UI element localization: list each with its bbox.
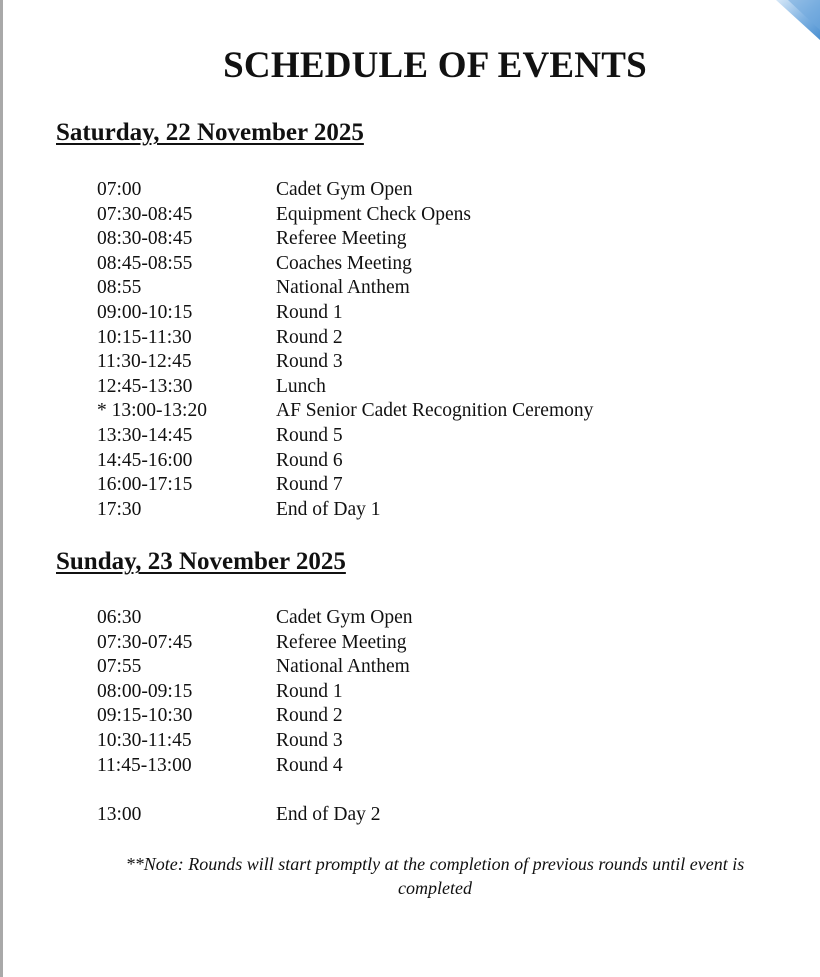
event-name: Round 2 — [276, 326, 343, 348]
schedule-note — [60, 852, 810, 900]
time-slot: 09:00-10:15 — [97, 301, 193, 323]
event-name: National Anthem — [276, 656, 410, 678]
event-name: Lunch — [276, 375, 326, 397]
schedule-row — [97, 449, 737, 474]
event-name: AF Senior Cadet Recognition Ceremony — [276, 400, 594, 422]
page-title: SCHEDULE OF EVENTS — [223, 45, 647, 86]
schedule-row — [97, 399, 737, 424]
time-slot: 10:15-11:30 — [97, 326, 192, 348]
time-slot: 11:45-13:00 — [97, 754, 192, 776]
time-slot: 14:45-16:00 — [97, 449, 193, 471]
time-slot: * 13:00-13:20 — [97, 400, 207, 422]
event-name: Round 1 — [276, 301, 343, 323]
event-name: Equipment Check Opens — [276, 203, 471, 225]
page-corner-accent — [758, 0, 820, 40]
time-slot: 13:30-14:45 — [97, 424, 193, 446]
event-name: Round 7 — [276, 474, 343, 496]
time-slot: 07:30-08:45 — [97, 203, 193, 225]
schedule-row — [97, 729, 737, 754]
time-slot: 08:45-08:55 — [97, 252, 193, 274]
time-slot: 08:00-09:15 — [97, 680, 193, 702]
time-slot: 16:00-17:15 — [97, 474, 193, 496]
event-name: End of Day 2 — [276, 803, 381, 825]
schedule-row — [97, 655, 737, 680]
schedule-row — [97, 178, 737, 203]
time-slot: 07:00 — [97, 179, 142, 200]
schedule-row — [97, 252, 737, 277]
event-name: Round 6 — [276, 449, 343, 471]
time-slot: 12:45-13:30 — [97, 375, 193, 397]
time-slot: 06:30 — [97, 607, 142, 628]
schedule-row — [97, 803, 737, 828]
time-slot: 07:55 — [97, 656, 142, 678]
schedule-row — [97, 276, 737, 301]
schedule-row — [97, 704, 737, 729]
event-name: Round 5 — [276, 424, 343, 446]
event-name: National Anthem — [276, 277, 410, 299]
schedule-row — [97, 301, 737, 326]
day-1-heading: Saturday, 22 November 2025 — [56, 119, 364, 146]
event-name: Referee Meeting — [276, 228, 407, 250]
schedule-row — [97, 350, 737, 375]
time-slot: 13:00 — [97, 803, 142, 825]
schedule-row — [97, 424, 737, 449]
event-name: Round 1 — [276, 680, 343, 702]
event-name: Round 2 — [276, 705, 343, 727]
schedule-row — [97, 606, 737, 631]
schedule-row — [97, 498, 737, 523]
schedule-row — [97, 473, 737, 498]
time-slot: 09:15-10:30 — [97, 705, 193, 727]
time-slot: 10:30-11:45 — [97, 729, 192, 751]
event-name: Referee Meeting — [276, 631, 407, 653]
day-1-schedule — [97, 178, 737, 522]
time-slot: 08:30-08:45 — [97, 228, 193, 250]
schedule-row — [97, 203, 737, 228]
event-name: Round 4 — [276, 754, 343, 776]
event-name: Cadet Gym Open — [276, 179, 413, 200]
schedule-row — [97, 631, 737, 656]
time-slot: 17:30 — [97, 498, 142, 520]
day-2-schedule — [97, 606, 737, 827]
note-line-2: completed — [398, 878, 472, 898]
page-left-border — [0, 0, 3, 977]
schedule-row — [97, 326, 737, 351]
schedule-row — [97, 754, 737, 779]
event-name: Cadet Gym Open — [276, 607, 413, 628]
schedule-row — [97, 375, 737, 400]
event-name: Round 3 — [276, 729, 343, 751]
day-2-heading: Sunday, 23 November 2025 — [56, 548, 346, 575]
note-line-1: **Note: Rounds will start promptly at the completion of previous rounds until event is — [125, 854, 745, 874]
time-slot: 11:30-12:45 — [97, 351, 192, 373]
event-name: End of Day 1 — [276, 498, 381, 520]
time-slot: 07:30-07:45 — [97, 631, 193, 653]
corner-fold-icon — [758, 0, 820, 40]
schedule-row — [97, 680, 737, 705]
time-slot: 08:55 — [97, 277, 142, 299]
event-name: Round 3 — [276, 351, 343, 373]
schedule-row — [97, 227, 737, 252]
event-name: Coaches Meeting — [276, 252, 412, 274]
